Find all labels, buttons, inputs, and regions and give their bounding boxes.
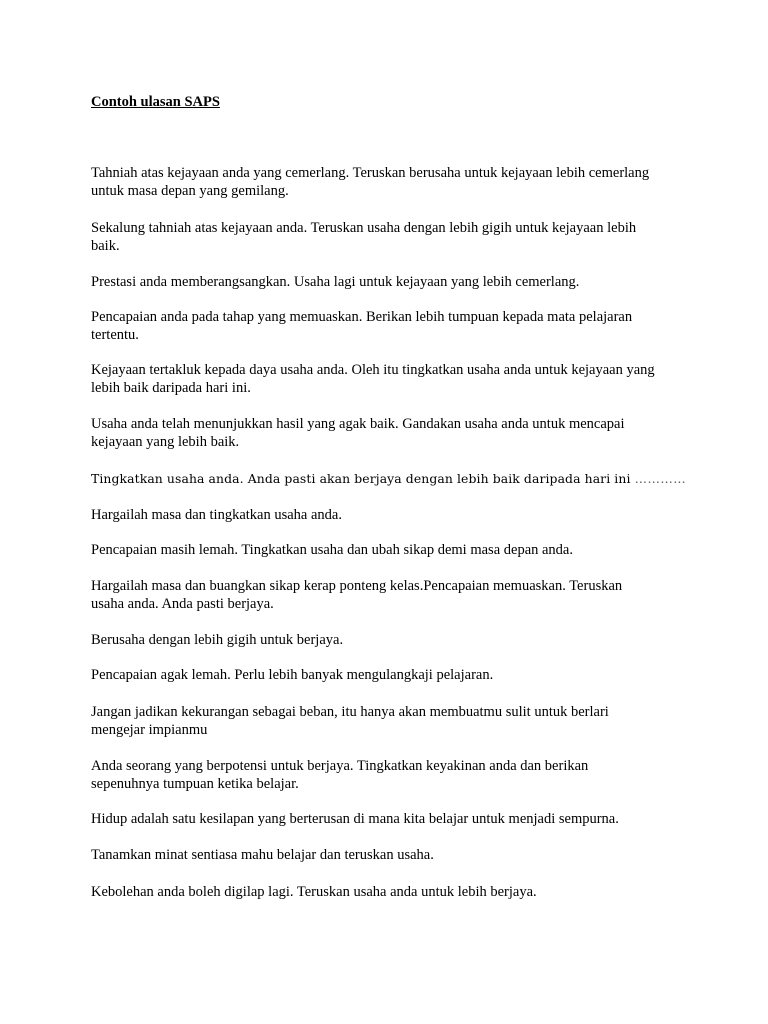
comment-paragraph (91, 703, 691, 739)
paragraph-line: lebih baik daripada hari ini. (91, 380, 251, 396)
paragraph-line: Jangan jadikan kekurangan sebagai beban, itu hanya akan membuatmu sulit untuk berlari (91, 704, 609, 720)
paragraph-line: tertentu. (91, 327, 139, 343)
trailing-dots: ………… (634, 471, 687, 486)
paragraph-line: Usaha anda telah menunjukkan hasil yang agak baik. Gandakan usaha anda untuk mencapai (91, 416, 625, 432)
paragraph-line: baik. (91, 238, 120, 254)
paragraph-line: Pencapaian agak lemah. Perlu lebih banyak mengulangkaji pelajaran. (91, 667, 494, 683)
comment-paragraph (91, 273, 691, 291)
paragraph-line: usaha anda. Anda pasti berjaya. (91, 596, 274, 612)
paragraph-line: Hargailah masa dan buangkan sikap kerap ponteng kelas.Pencapaian memuaskan. Teruskan (91, 578, 623, 594)
comment-paragraph (91, 810, 691, 828)
comment-paragraph (91, 361, 691, 397)
paragraph-line: Pencapaian masih lemah. Tingkatkan usaha dan ubah sikap demi masa depan anda. (91, 542, 573, 558)
comment-paragraph (91, 846, 691, 864)
paragraph-line: Hidup adalah satu kesilapan yang berterusan di mana kita belajar untuk menjadi sempurna. (91, 811, 619, 827)
paragraph-line: Hargailah masa dan tingkatkan usaha anda. (91, 507, 342, 523)
paragraph-line: Tahniah atas kejayaan anda yang cemerlang. Teruskan berusaha untuk kejayaan lebih cemerlang (91, 165, 650, 181)
comment-paragraph (91, 506, 691, 524)
document-title: Contoh ulasan SAPS (91, 94, 220, 110)
paragraph-line: untuk masa depan yang gemilang. (91, 183, 289, 199)
paragraph-line: kejayaan yang lebih baik. (91, 434, 240, 450)
comment-paragraph (91, 883, 691, 901)
comment-paragraph (91, 415, 691, 451)
comment-paragraph (91, 577, 691, 613)
comment-paragraph (91, 541, 691, 559)
comment-paragraph (91, 219, 691, 255)
comment-paragraph (91, 666, 691, 684)
paragraph-line: Kebolehan anda boleh digilap lagi. Teruskan usaha anda untuk lebih berjaya. (91, 884, 537, 900)
paragraph-line: sepenuhnya tumpuan ketika belajar. (91, 776, 299, 792)
comment-paragraph (91, 308, 691, 344)
paragraph-line: Pencapaian anda pada tahap yang memuaskan. Berikan lebih tumpuan kepada mata pelajaran (91, 309, 633, 325)
comment-paragraph (91, 757, 691, 793)
paragraph-line: Anda seorang yang berpotensi untuk berjaya. Tingkatkan keyakinan anda dan berikan (91, 758, 589, 774)
paragraph-line: Berusaha dengan lebih gigih untuk berjaya. (91, 632, 344, 648)
paragraph-line: mengejar impianmu (91, 722, 208, 738)
paragraph-line: Prestasi anda memberangsangkan. Usaha lagi untuk kejayaan yang lebih cemerlang. (91, 274, 580, 290)
paragraph-line: Kejayaan tertakluk kepada daya usaha anda. Oleh itu tingkatkan usaha anda untuk kejayaan yang (91, 362, 655, 378)
comment-paragraph (91, 470, 691, 488)
paragraph-line: Sekalung tahniah atas kejayaan anda. Teruskan usaha dengan lebih gigih untuk kejayaan lebih (91, 220, 637, 236)
comment-paragraph (91, 164, 691, 200)
paragraph-line: Tingkatkan usaha anda. Anda pasti akan berjaya dengan lebih baik daripada hari ini (91, 471, 631, 486)
comment-paragraph (91, 631, 691, 649)
paragraph-line: Tanamkan minat sentiasa mahu belajar dan teruskan usaha. (91, 847, 434, 863)
